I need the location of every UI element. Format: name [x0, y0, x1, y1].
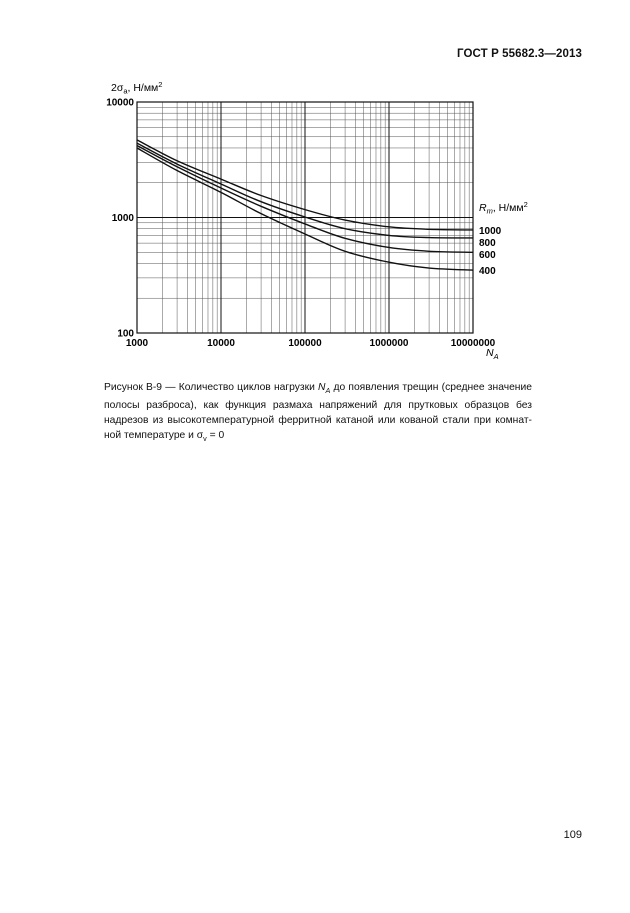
series-label-1000: 1000 [479, 225, 502, 237]
x-label-symbol: N [486, 347, 494, 359]
y-tick-label: 100 [117, 328, 134, 340]
x-tick-label: 1000000 [369, 338, 409, 349]
x-tick-label: 1000 [125, 338, 149, 349]
series-label-600: 600 [479, 249, 496, 261]
x-tick-label: 10000000 [450, 338, 496, 349]
y-label-sup: 2 [158, 80, 163, 89]
series-label-800: 800 [479, 237, 496, 249]
y-tick-label: 10000 [106, 97, 134, 109]
series-label-400: 400 [479, 266, 496, 278]
legend-title-sub: m [486, 206, 493, 216]
series-layer [137, 140, 502, 277]
caption-line-2: полосы разброса), как функция размаха напряжений для прутковых образцов без [104, 400, 532, 412]
standard-code: ГОСТ Р 55682.3—2013 [457, 48, 582, 60]
caption-line-1: Рисунок В-9 — Количество циклов нагрузки $N_A$ до появления трещин (среднее значение [104, 382, 532, 396]
y-axis-label [111, 80, 162, 96]
figure-caption [104, 380, 532, 446]
fatigue-chart [0, 0, 630, 380]
x-label-sub: A [493, 352, 499, 361]
legend-title [479, 200, 528, 216]
legend-title-symbol: R [479, 202, 487, 214]
x-tick-label: 10000 [207, 338, 235, 349]
y-label-unit: , Н/мм [127, 82, 159, 94]
caption-line-4: ной температуре и $\sigma_v = 0$ [104, 430, 225, 444]
page-number: 109 [563, 829, 582, 841]
y-tick-label: 1000 [111, 213, 134, 224]
legend-title-unit: , Н/мм [492, 202, 524, 214]
y-label-prefix: 2σ [111, 82, 124, 94]
x-tick-label: 100000 [288, 338, 322, 349]
y-label-sub: a [123, 86, 128, 96]
legend-title-sup: 2 [523, 200, 528, 209]
x-axis-label [486, 347, 499, 361]
caption-line-3: надрезов из высокотемпературной ферритной катаной или кованой стали при комнат- [104, 415, 532, 427]
